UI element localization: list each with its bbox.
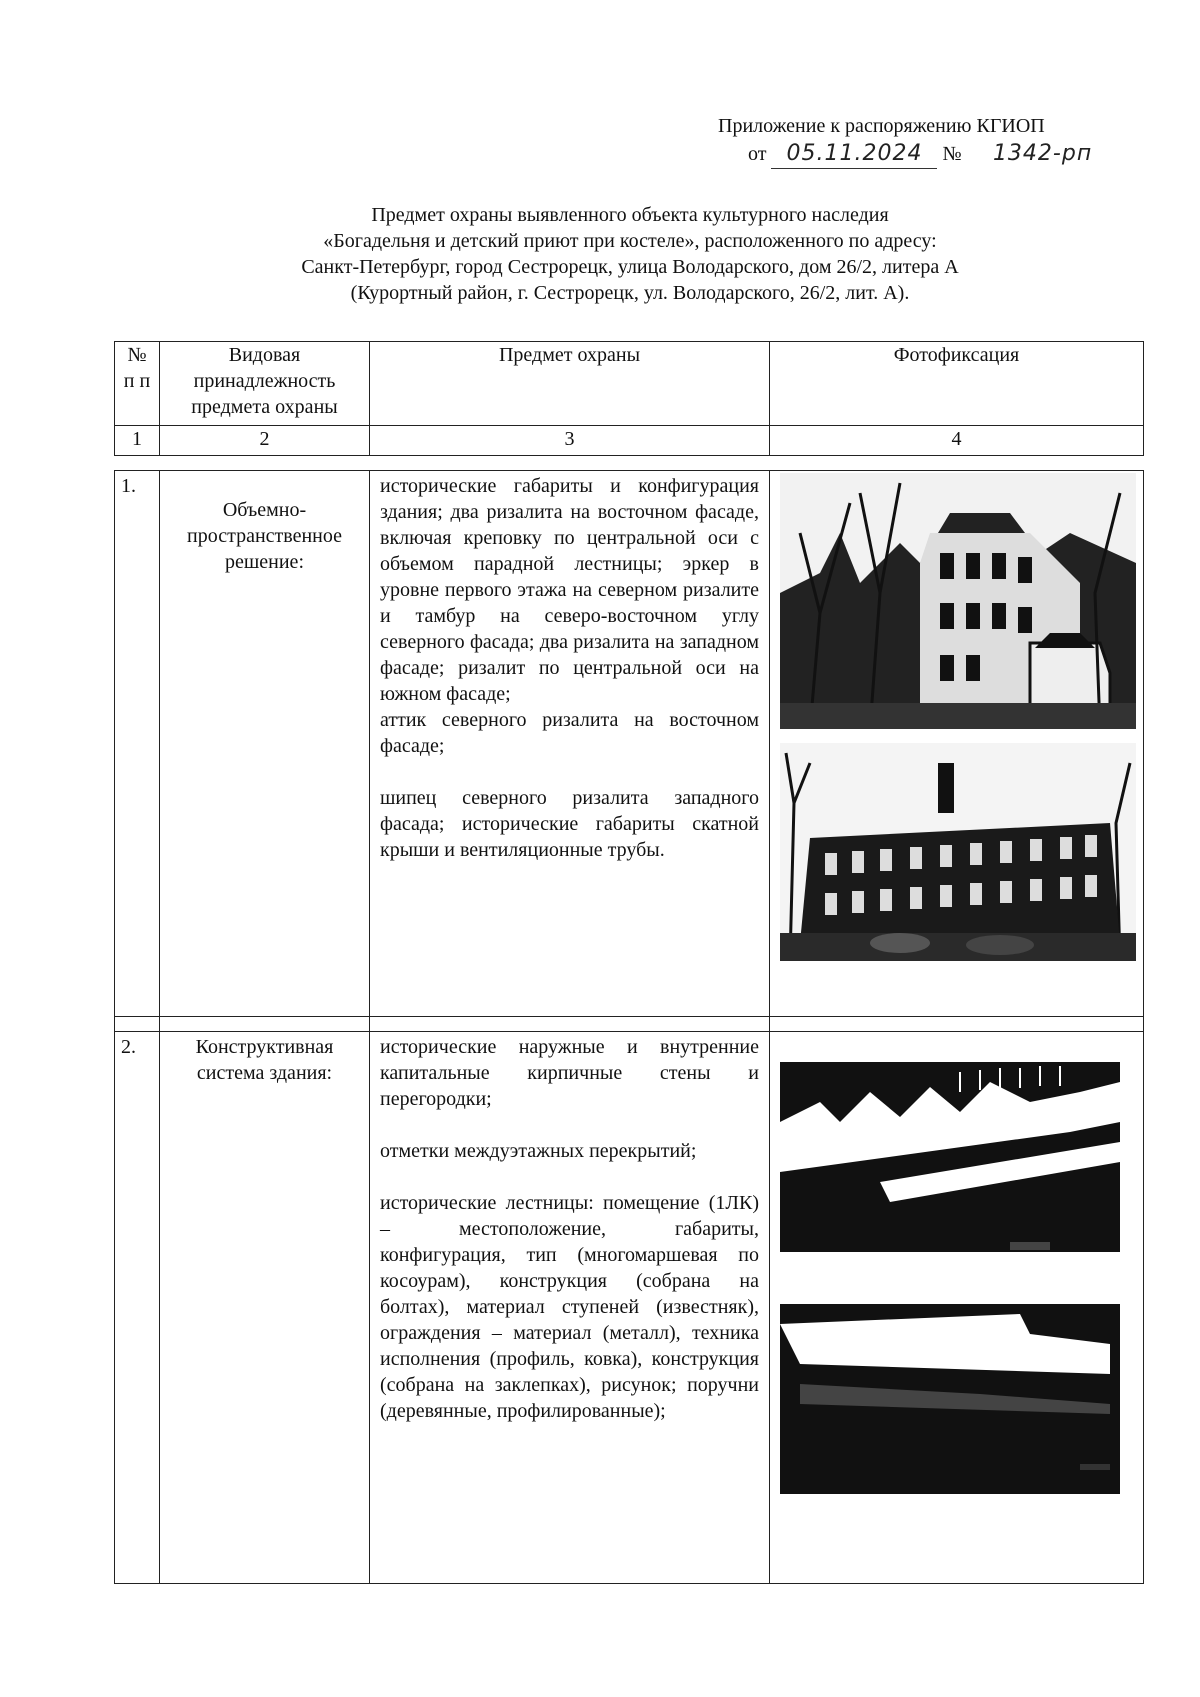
building-photo	[780, 743, 1136, 961]
row-number: 1.	[115, 471, 160, 1017]
building-photo	[780, 473, 1136, 729]
appendix-date-line	[640, 140, 1160, 169]
date-prefix: от	[748, 143, 767, 165]
col-number-3: 3	[370, 426, 770, 456]
document-title	[200, 202, 1060, 306]
header-subject: Предмет охраны	[370, 342, 770, 426]
table-header-row	[115, 342, 1144, 426]
row-subject	[370, 1032, 770, 1584]
subject-paragraph: отметки междуэтажных перекрытий;	[380, 1140, 697, 1162]
handwritten-date: 05.11.2024	[771, 140, 937, 169]
row-photos	[770, 471, 1144, 1017]
table-spacer	[115, 1017, 1144, 1032]
col-number-1: 1	[115, 426, 160, 456]
subject-paragraph: аттик северного ризалита на восточном фасаде;	[380, 709, 759, 757]
title-line-3: Санкт-Петербург, город Сестрорецк, улица Володарского, дом 26/2, литера А	[301, 256, 959, 278]
subject-paragraph: исторические наружные и внутренние капитальные кирпичные стены и перегородки;	[380, 1036, 759, 1110]
number-sign: №	[942, 143, 962, 165]
table-row	[115, 1032, 1144, 1584]
appendix-title: Приложение к распоряжению КГИОП	[718, 115, 1045, 137]
row-kind: Конструктивная система здания:	[160, 1032, 370, 1584]
subject-paragraph: шипец северного ризалита западного фасада; исторические габариты скатной крыши и вентиляционные трубы.	[380, 787, 759, 861]
header-kind: Видовая принадлежность предмета охраны	[160, 342, 370, 426]
title-line-4: (Курортный район, г. Сестрорецк, ул. Володарского, 26/2, лит. А).	[350, 282, 910, 304]
handwritten-number: 1342-рп	[992, 141, 1093, 166]
row-photos	[770, 1032, 1144, 1584]
col-number-2: 2	[160, 426, 370, 456]
col-number-4: 4	[770, 426, 1144, 456]
title-line-1: Предмет охраны выявленного объекта культурного наследия	[371, 204, 889, 226]
row-subject	[370, 471, 770, 1017]
staircase-photo	[780, 1062, 1136, 1262]
title-line-2: «Богадельня и детский приют при костеле», расположенного по адресу:	[323, 230, 937, 252]
subject-paragraph: исторические лестницы: помещение (1ЛК) – местоположение, габариты, конфигурация, тип (многомаршевая по косоурам), конструкция (собрана на болтах), материал ступеней (известняк), ограждения – материал (металл), техника исполнения (профиль, ковка), конструкция (собрана на заклепках), рисунок; поручни (деревянные, профилированные);	[380, 1192, 759, 1422]
staircase-photo	[780, 1304, 1136, 1494]
table-spacer	[115, 456, 1144, 471]
table-column-numbers-row	[115, 426, 1144, 456]
header-number: № п п	[115, 342, 160, 426]
header-photo: Фотофиксация	[770, 342, 1144, 426]
protection-subject-table	[114, 341, 1144, 1584]
appendix-header	[640, 112, 1160, 169]
subject-paragraph: исторические габариты и конфигурация здания; два ризалита на восточном фасаде, включая креповку по центральной оси с объемом парадной лестницы; эркер в уровне первого этажа на северном ризалите и тамбур на северо-восточном углу северного фасада; два ризалита на западном фасаде; ризалит по центральной оси на южном фасаде;	[380, 475, 759, 705]
row-number: 2.	[115, 1032, 160, 1584]
table-row	[115, 471, 1144, 1017]
row-kind: Объемно-пространственное решение:	[160, 471, 370, 1017]
